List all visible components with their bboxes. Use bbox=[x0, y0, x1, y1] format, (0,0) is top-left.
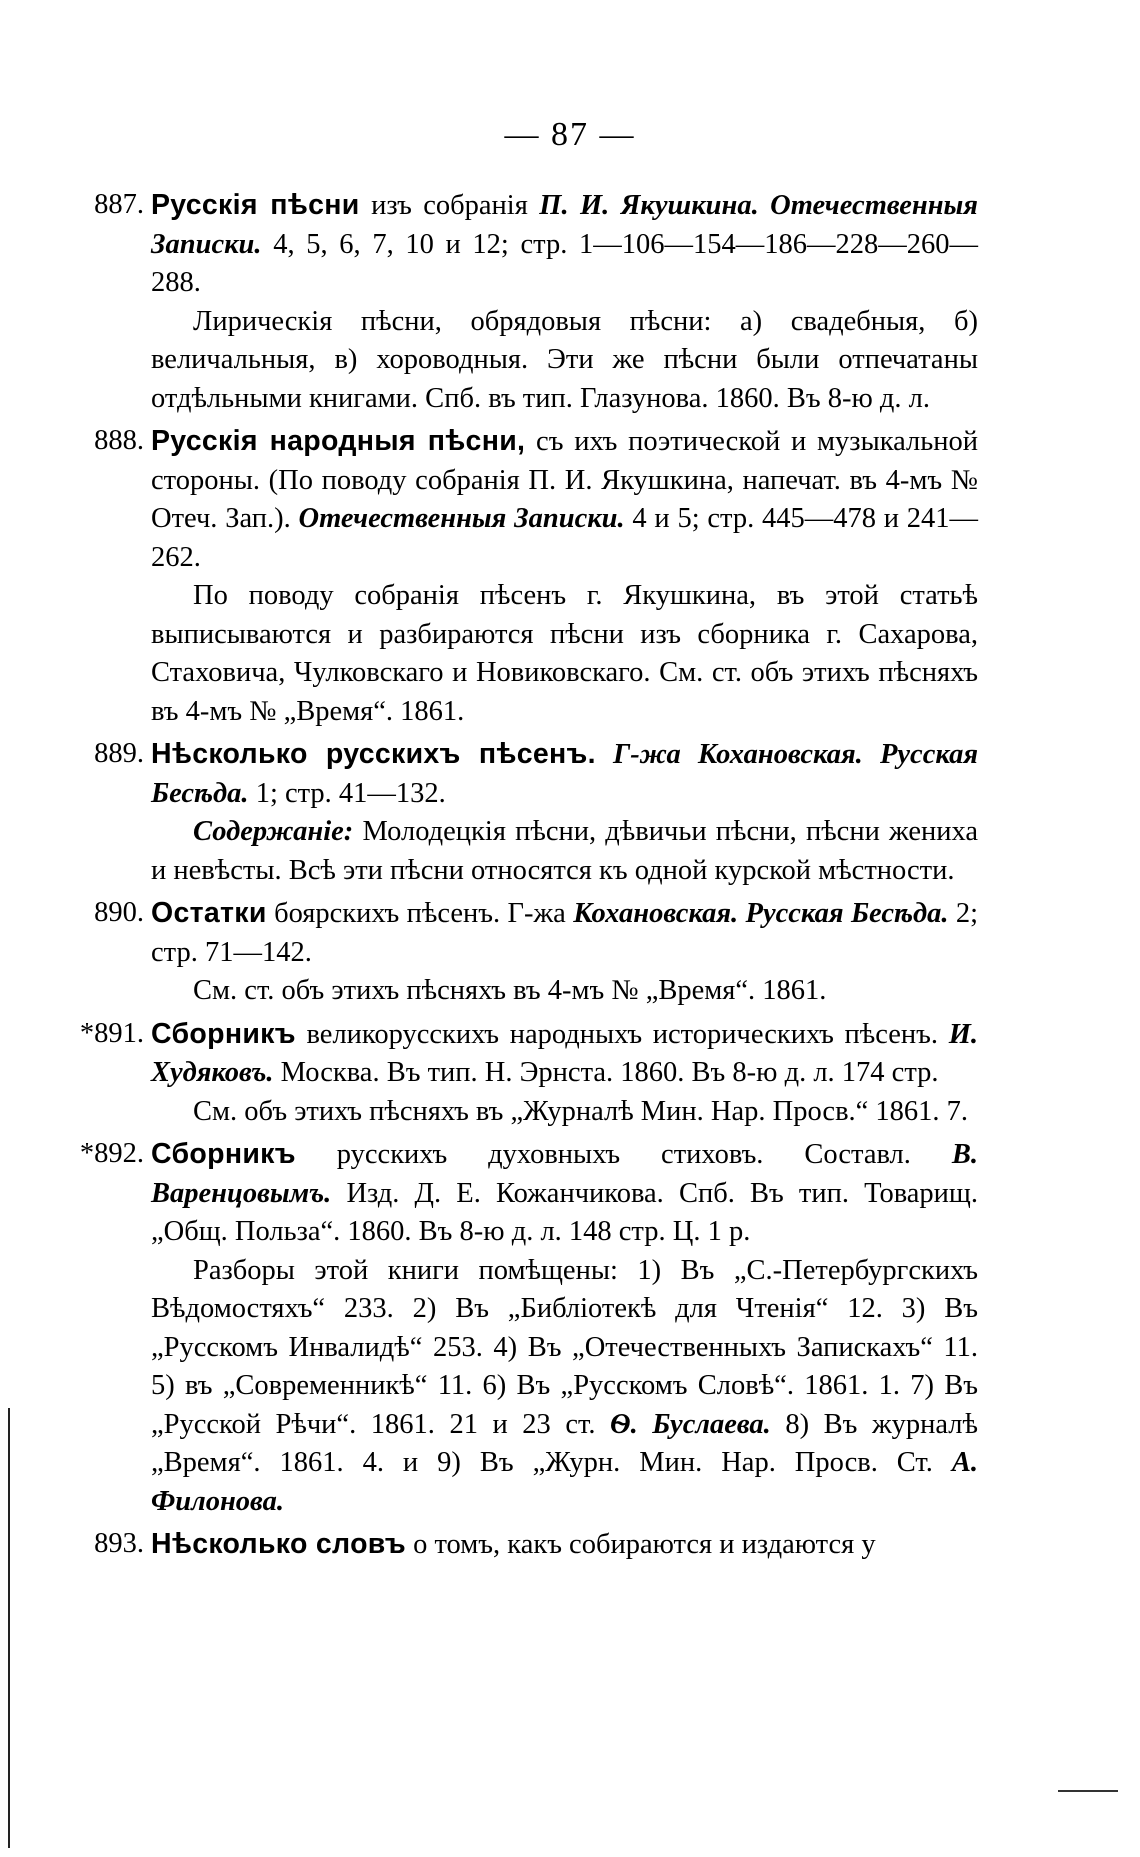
entry-890 bbox=[66, 894, 978, 1011]
critic-name: А. Филонова. bbox=[151, 1447, 978, 1517]
entry-text: русскихъ духовныхъ стиховъ. Составл. bbox=[336, 1139, 911, 1170]
note-text: Разборы этой книги помѣщены: 1) Въ „С.-Петербургскихъ Вѣдомостяхъ“ 233. 2) Въ „Библіотекѣ для Чтенія“ 12. 3) Въ „Русскомъ Инвалидѣ“ 253. 4) Въ „Отечественныхъ Запискахъ“ 11. 5) въ „Современникѣ“ 11. 6) Въ „Русскомъ Словѣ“. 1861. 1. 7) Въ „Русской Рѣчи“. 1861. 21 и 23 ст. bbox=[151, 1254, 978, 1440]
entry-number: 890. bbox=[94, 897, 144, 928]
entry-source: Отечественныя Записки. bbox=[298, 503, 625, 534]
entry-author: Кохановская. bbox=[573, 898, 739, 929]
entry-text: изъ собранія bbox=[371, 190, 528, 221]
entry-text: великорусскихъ народныхъ историческихъ пѣсенъ. bbox=[306, 1018, 939, 1050]
entry-title: Русскія пѣсни bbox=[151, 189, 360, 221]
entry-note bbox=[151, 813, 978, 890]
entry-note: Лирическія пѣсни, обрядовыя пѣсни: а) свадебныя, б) величальныя, в) хороводныя. Эти же пѣсни были отпечатаны отдѣльными книгами. Спб. въ тип. Глазунова. 1860. Въ 8-ю д. л. bbox=[151, 305, 978, 414]
entry-title: Нѣсколько словъ bbox=[151, 1528, 406, 1560]
note-text: Молодецкія пѣсни, дѣвичьи пѣсни, пѣсни жениха и невѣсты. Всѣ эти пѣсни относятся къ одной курской мѣстности. bbox=[151, 816, 978, 886]
entry-number: *891. bbox=[79, 1017, 144, 1049]
entry-number: 893. bbox=[94, 1528, 144, 1559]
entry-title: Русскія народныя пѣсни, bbox=[151, 425, 526, 457]
entry-number: 888. bbox=[94, 425, 144, 456]
entry-details: 4, 5, 6, 7, 10 и 12; стр. 1—106—154—186—228—260—288. bbox=[151, 228, 979, 298]
entry-number: 887. bbox=[94, 189, 144, 220]
entry-source: Русская Бесѣда. bbox=[151, 739, 979, 809]
entry-author: Г-жа Кохановская. bbox=[613, 739, 863, 770]
entry-number: 889. bbox=[94, 738, 144, 769]
entry-888 bbox=[66, 422, 978, 731]
entry-title: Нѣсколько русскихъ пѣсенъ. bbox=[151, 738, 596, 770]
page-edge-mark bbox=[1058, 1790, 1118, 1792]
entry-note: См. объ этихъ пѣсняхъ въ „Журналѣ Мин. Нар. Просв.“ 1861. 7. bbox=[193, 1095, 969, 1127]
entry-title: Остатки bbox=[151, 897, 267, 929]
entry-note bbox=[151, 1252, 978, 1522]
entry-text: о томъ, какъ собираются и издаются у bbox=[413, 1529, 876, 1560]
note-text: 8) Въ журналѣ „Время“. 1861. 4. и 9) Въ „Журн. Мин. Нар. Просв. Ст. bbox=[151, 1408, 979, 1478]
entry-details: 2; стр. 71—142. bbox=[151, 898, 979, 968]
entry-891 bbox=[66, 1015, 978, 1132]
entry-text: съ ихъ поэтической и музыкальной стороны. (По поводу собранія П. И. Якушкина, напечат. въ 4-мъ № Отеч. Зап.). bbox=[151, 426, 979, 534]
note-label: Содержаніе: bbox=[193, 816, 354, 847]
page-edge-rule bbox=[8, 1408, 10, 1848]
entry-details: Москва. Въ тип. Н. Эрнста. 1860. Въ 8-ю д. л. 174 стр. bbox=[280, 1057, 939, 1088]
entry-title: Сборникъ bbox=[151, 1017, 296, 1050]
entry-author: П. И. Якушкина. bbox=[539, 190, 759, 221]
entry-details: 1; стр. 41—132. bbox=[255, 777, 446, 809]
page-number: — 87 — bbox=[504, 116, 636, 153]
entry-title: Сборникъ bbox=[151, 1138, 296, 1170]
entry-author: В. Варенцовымъ. bbox=[151, 1139, 979, 1209]
bibliography-list bbox=[66, 186, 978, 1565]
entry-893 bbox=[66, 1525, 978, 1565]
critic-name: Ѳ. Буслаева. bbox=[610, 1408, 771, 1440]
entry-note: См. ст. объ этихъ пѣсняхъ въ 4-мъ № „Время“. 1861. bbox=[193, 975, 827, 1006]
entry-text: боярскихъ пѣсенъ. Г-жа bbox=[274, 898, 566, 929]
entry-details: Изд. Д. Е. Кожанчикова. Спб. Въ тип. Товарищ. „Общ. Польза“. 1860. Въ 8-ю д. л. 148 стр. Ц. 1 р. bbox=[151, 1177, 978, 1247]
entry-number: *892. bbox=[79, 1138, 144, 1169]
entry-889 bbox=[66, 735, 978, 890]
entry-892 bbox=[66, 1135, 978, 1521]
entry-source: Отечественныя Записки. bbox=[151, 190, 978, 260]
entry-note: По поводу собранія пѣсенъ г. Якушкина, въ этой статьѣ выписываются и разбираются пѣсни изъ сборника г. Сахарова, Стаховича, Чулковскаго и Новиковскаго. См. ст. объ этихъ пѣсняхъ въ 4-мъ № „Время“. 1861. bbox=[151, 580, 978, 727]
entry-details: 4 и 5; стр. 445—478 и 241—262. bbox=[151, 503, 978, 573]
entry-source: Русская Бесѣда. bbox=[745, 898, 949, 929]
entry-author: И. Худяковъ. bbox=[151, 1018, 979, 1088]
entry-887 bbox=[66, 186, 978, 418]
